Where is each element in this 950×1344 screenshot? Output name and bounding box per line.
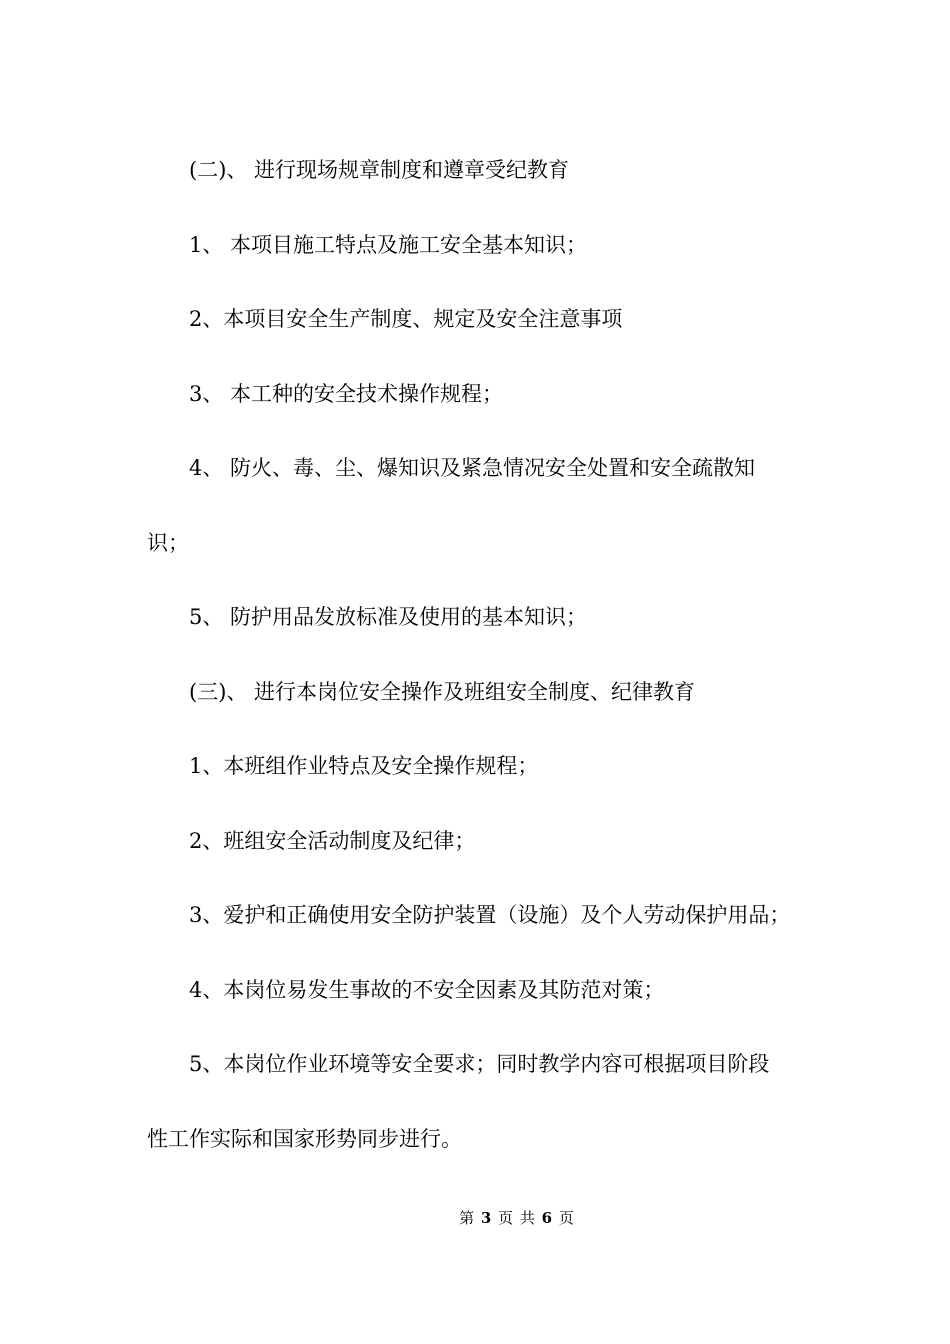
page-number-prefix: 第 — [459, 1209, 476, 1227]
list-item: 1、 本项目施工特点及施工安全基本知识； — [189, 232, 588, 257]
list-item: 4、 防火、毒、尘、爆知识及紧急情况安全处置和安全疏散知 — [189, 456, 756, 480]
list-item-continuation: 识； — [147, 530, 189, 555]
list-item: 5、 防护用品发放标准及使用的基本知识； — [189, 605, 588, 629]
page-number — [459, 1208, 575, 1228]
section-heading-3: (三)、 进行本岗位安全操作及班组安全制度、纪律教育 — [189, 679, 696, 704]
list-item: 1、本班组作业特点及安全操作规程； — [189, 754, 539, 778]
list-item: 5、本岗位作业环境等安全要求；同时教学内容可根据项目阶段 — [189, 1052, 770, 1076]
page-footer — [0, 1208, 950, 1228]
document-body — [147, 133, 812, 1176]
total-page-number: 6 — [541, 1209, 554, 1227]
list-item: 3、爱护和正确使用安全防护装置（设施）及个人劳动保护用品； — [189, 903, 791, 927]
page-number-suffix: 页 — [558, 1209, 575, 1227]
page-number-middle: 页 共 — [498, 1209, 536, 1227]
list-item: 2、本项目安全生产制度、规定及安全注意事项 — [189, 307, 623, 331]
list-item: 4、本岗位易发生事故的不安全因素及其防范对策； — [189, 977, 665, 1002]
list-item: 2、班组安全活动制度及纪律； — [189, 828, 476, 853]
section-heading-2: (二)、 进行现场规章制度和遵章受纪教育 — [189, 158, 570, 182]
list-item-continuation: 性工作实际和国家形势同步进行。 — [147, 1126, 462, 1151]
list-item: 3、 本工种的安全技术操作规程； — [189, 381, 504, 406]
current-page-number: 3 — [480, 1209, 493, 1227]
